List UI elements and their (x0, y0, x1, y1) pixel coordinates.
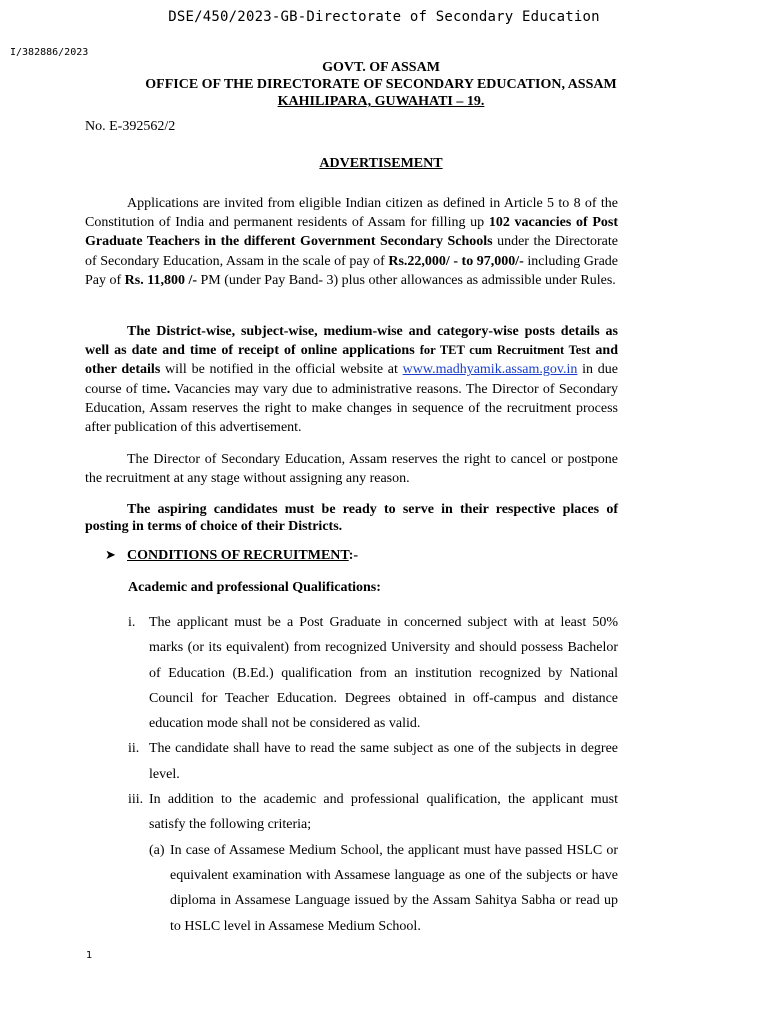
conditions-heading (105, 548, 358, 564)
page-number: 1 (86, 950, 93, 961)
sub-list-item-text: In case of Assamese Medium School, the applicant must have passed HSLC or equivalent examination with Assamese language as one of the subjects or have diploma in Assamese Language issued by the Assam Sahitya Sabha or read up to HSLC level in Assamese Medium School. (170, 842, 618, 934)
list-item-text: The applicant must be a Post Graduate in concerned subject with at least 50% marks (or its equivalent) from recognized University and should possess Bachelor of Education (B.Ed.) qualification from an institution recognized by National Council for Teacher Education. Degrees obtained in off-campus and distance education mode shall not be considered as valid. (149, 615, 618, 732)
qualifications-subheading: Academic and professional Qualifications: (128, 580, 381, 595)
para2-bold-tet: for TET cum Recruitment Test (419, 343, 591, 358)
list-item (128, 787, 618, 838)
list-item-number: iii. (128, 792, 144, 808)
document-stamp-header: DSE/450/2023-GB-Directorate of Secondary Education (168, 9, 600, 25)
list-item-number: ii. (128, 741, 140, 757)
para3-text: The Director of Secondary Education, Assam reserves the right to cancel or postpone the recruitment at any stage without assigning any reason. (85, 452, 618, 487)
para1-text-4: PM (under Pay Band- 3) plus other allowances as admissible under Rules. (197, 272, 616, 288)
para2-bold-period: . (166, 381, 171, 397)
sub-list-item-number: (a) (149, 842, 165, 858)
arrow-bullet-icon: ➤ (105, 548, 116, 563)
conditions-heading-suffix: :- (348, 548, 359, 563)
para2-text-2: in due course of time (85, 362, 619, 397)
para2-text-1: will be notified in the official website at (160, 362, 403, 378)
para1-text-3: including Grade Pay of (85, 253, 618, 288)
para1-text-2: under the Directorate of Secondary Education, Assam in the scale of pay of (85, 234, 618, 269)
paragraph-posting (85, 501, 618, 535)
list-item (128, 610, 618, 736)
reference-number: No. E-392562/2 (85, 119, 176, 134)
list-item-text: The candidate shall have to read the same subject as one of the subjects in degree level. (149, 741, 618, 782)
document-stamp-number: I/382886/2023 (10, 47, 89, 58)
list-item-number: i. (128, 615, 136, 630)
para2-text-3: Vacancies may vary due to administrative reasons. The Director of Secondary Education, Assam reserves the right to make changes in sequence of the recruitment process after publication of this advertisement. (85, 381, 618, 436)
letterhead-line-3: KAHILIPARA, GUWAHATI – 19. (277, 94, 485, 109)
conditions-heading-text: CONDITIONS OF RECRUITMENT (127, 548, 349, 563)
letterhead-line-1: GOVT. OF ASSAM (322, 60, 440, 75)
paragraph-cancel (85, 450, 618, 488)
document-title: ADVERTISEMENT (319, 156, 443, 171)
para2-bold-other: and other details (85, 343, 618, 378)
para1-bold-vacancies: 102 vacancies of Post Graduate Teachers in the different Government Secondary Schools (85, 215, 618, 250)
letterhead-line-2: OFFICE OF THE DIRECTORATE OF SECONDARY EDUCATION, ASSAM (145, 77, 617, 92)
para2-bold-1: The District-wise, subject-wise, medium-wise and category-wise posts details as well as date and time of receipt of online applications (85, 324, 618, 359)
list-item (128, 736, 618, 787)
para1-bold-grade-pay: Rs. 11,800 /- (124, 272, 198, 288)
qualifications-list (128, 610, 618, 939)
official-website-link[interactable]: www.madhyamik.assam.gov.in (402, 362, 578, 378)
paragraph-details (85, 322, 618, 437)
paragraph-vacancies (85, 194, 618, 290)
para1-bold-scale: Rs.22,000/ - to 97,000/- (388, 253, 524, 269)
letterhead (85, 59, 677, 110)
para4-text: The aspiring candidates must be ready to serve in their respective places of posting in terms of choice of their Districts. (85, 502, 618, 534)
sub-list-item (128, 838, 618, 939)
para1-text-1: Applications are invited from eligible Indian citizen as defined in Article 5 to 8 of the Constitution of India and permanent residents of Assam for filling up (85, 196, 618, 231)
list-item-text: In addition to the academic and professional qualification, the applicant must satisfy the following criteria; (149, 792, 618, 833)
